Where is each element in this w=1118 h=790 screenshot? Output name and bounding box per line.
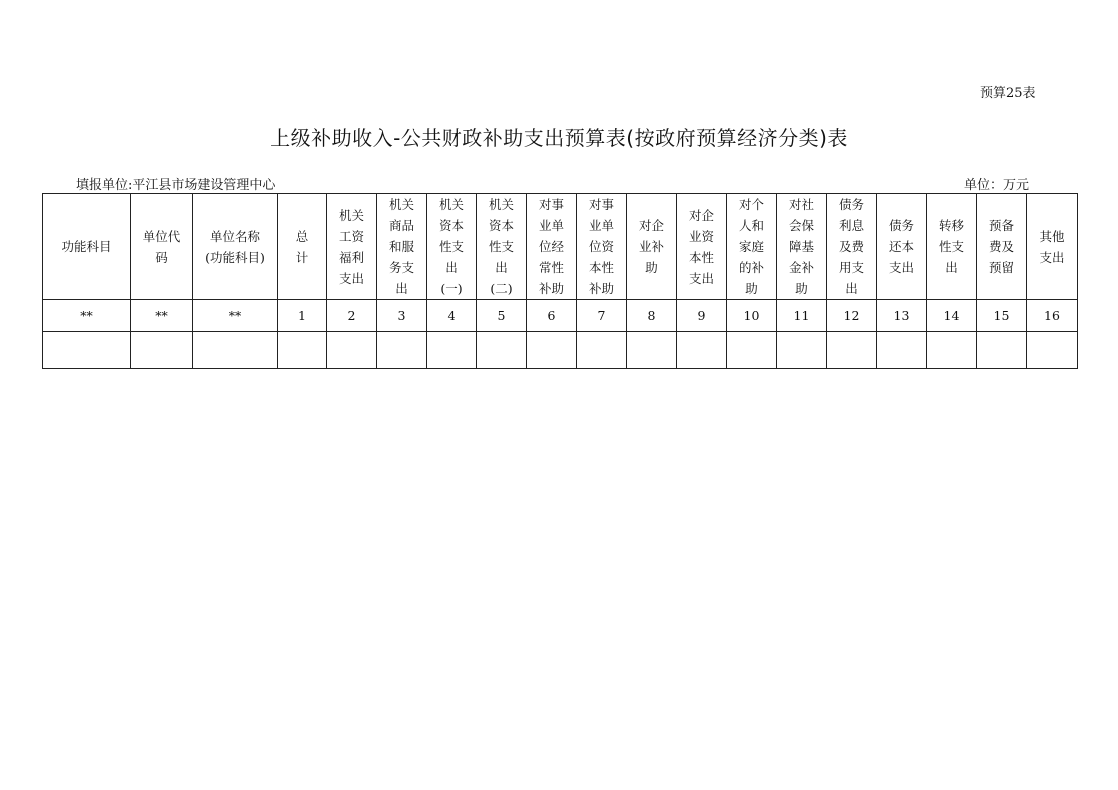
index-cell: 6 — [527, 300, 577, 332]
data-cell — [927, 332, 977, 369]
index-cell: 15 — [977, 300, 1027, 332]
data-cell — [827, 332, 877, 369]
data-cell — [377, 332, 427, 369]
index-row — [43, 300, 1078, 332]
header-cell: 债务 利息 及费 用支 出 — [827, 194, 877, 300]
index-cell: 3 — [377, 300, 427, 332]
index-cell: 11 — [777, 300, 827, 332]
data-cell — [477, 332, 527, 369]
budget-table — [42, 193, 1078, 369]
index-cell: ** — [131, 300, 193, 332]
header-cell: 机关 资本 性支 出 (一) — [427, 194, 477, 300]
index-cell: 16 — [1027, 300, 1078, 332]
header-cell: 机关 商品 和服 务支 出 — [377, 194, 427, 300]
data-cell — [577, 332, 627, 369]
data-cell — [131, 332, 193, 369]
index-cell: 1 — [278, 300, 327, 332]
index-cell: 10 — [727, 300, 777, 332]
data-cell — [727, 332, 777, 369]
header-cell: 对事 业单 位资 本性 补助 — [577, 194, 627, 300]
data-cell — [977, 332, 1027, 369]
index-cell: 8 — [627, 300, 677, 332]
index-cell: 7 — [577, 300, 627, 332]
header-cell: 对企 业补 助 — [627, 194, 677, 300]
header-cell: 债务 还本 支出 — [877, 194, 927, 300]
index-cell: 4 — [427, 300, 477, 332]
index-cell: 9 — [677, 300, 727, 332]
header-row — [43, 194, 1078, 300]
header-cell: 对企 业资 本性 支出 — [677, 194, 727, 300]
header-cell: 总 计 — [278, 194, 327, 300]
data-cell — [877, 332, 927, 369]
header-cell: 其他 支出 — [1027, 194, 1078, 300]
data-row — [43, 332, 1078, 369]
data-cell — [327, 332, 377, 369]
data-cell — [1027, 332, 1078, 369]
index-cell: ** — [193, 300, 278, 332]
header-cell: 功能科目 — [43, 194, 131, 300]
header-cell: 对事 业单 位经 常性 补助 — [527, 194, 577, 300]
data-cell — [43, 332, 131, 369]
header-cell: 对社 会保 障基 金补 助 — [777, 194, 827, 300]
header-cell: 对个 人和 家庭 的补 助 — [727, 194, 777, 300]
header-cell: 转移 性支 出 — [927, 194, 977, 300]
index-cell: 14 — [927, 300, 977, 332]
header-cell: 单位名称 (功能科目) — [193, 194, 278, 300]
index-cell: 2 — [327, 300, 377, 332]
index-cell: 5 — [477, 300, 527, 332]
filler-unit: 填报单位:平江县市场建设管理中心 — [76, 178, 276, 193]
data-cell — [193, 332, 278, 369]
header-cell: 机关 资本 性支 出 (二) — [477, 194, 527, 300]
data-cell — [627, 332, 677, 369]
data-cell — [777, 332, 827, 369]
data-cell — [677, 332, 727, 369]
header-cell: 单位代 码 — [131, 194, 193, 300]
data-cell — [527, 332, 577, 369]
index-cell: 13 — [877, 300, 927, 332]
header-cell: 预备 费及 预留 — [977, 194, 1027, 300]
page-title: 上级补助收入-公共财政补助支出预算表(按政府预算经济分类)表 — [270, 126, 848, 150]
data-cell — [278, 332, 327, 369]
form-number: 预算25表 — [980, 86, 1036, 101]
index-cell: 12 — [827, 300, 877, 332]
money-unit: 单位：万元 — [964, 178, 1030, 193]
index-cell: ** — [43, 300, 131, 332]
header-cell: 机关 工资 福利 支出 — [327, 194, 377, 300]
data-cell — [427, 332, 477, 369]
